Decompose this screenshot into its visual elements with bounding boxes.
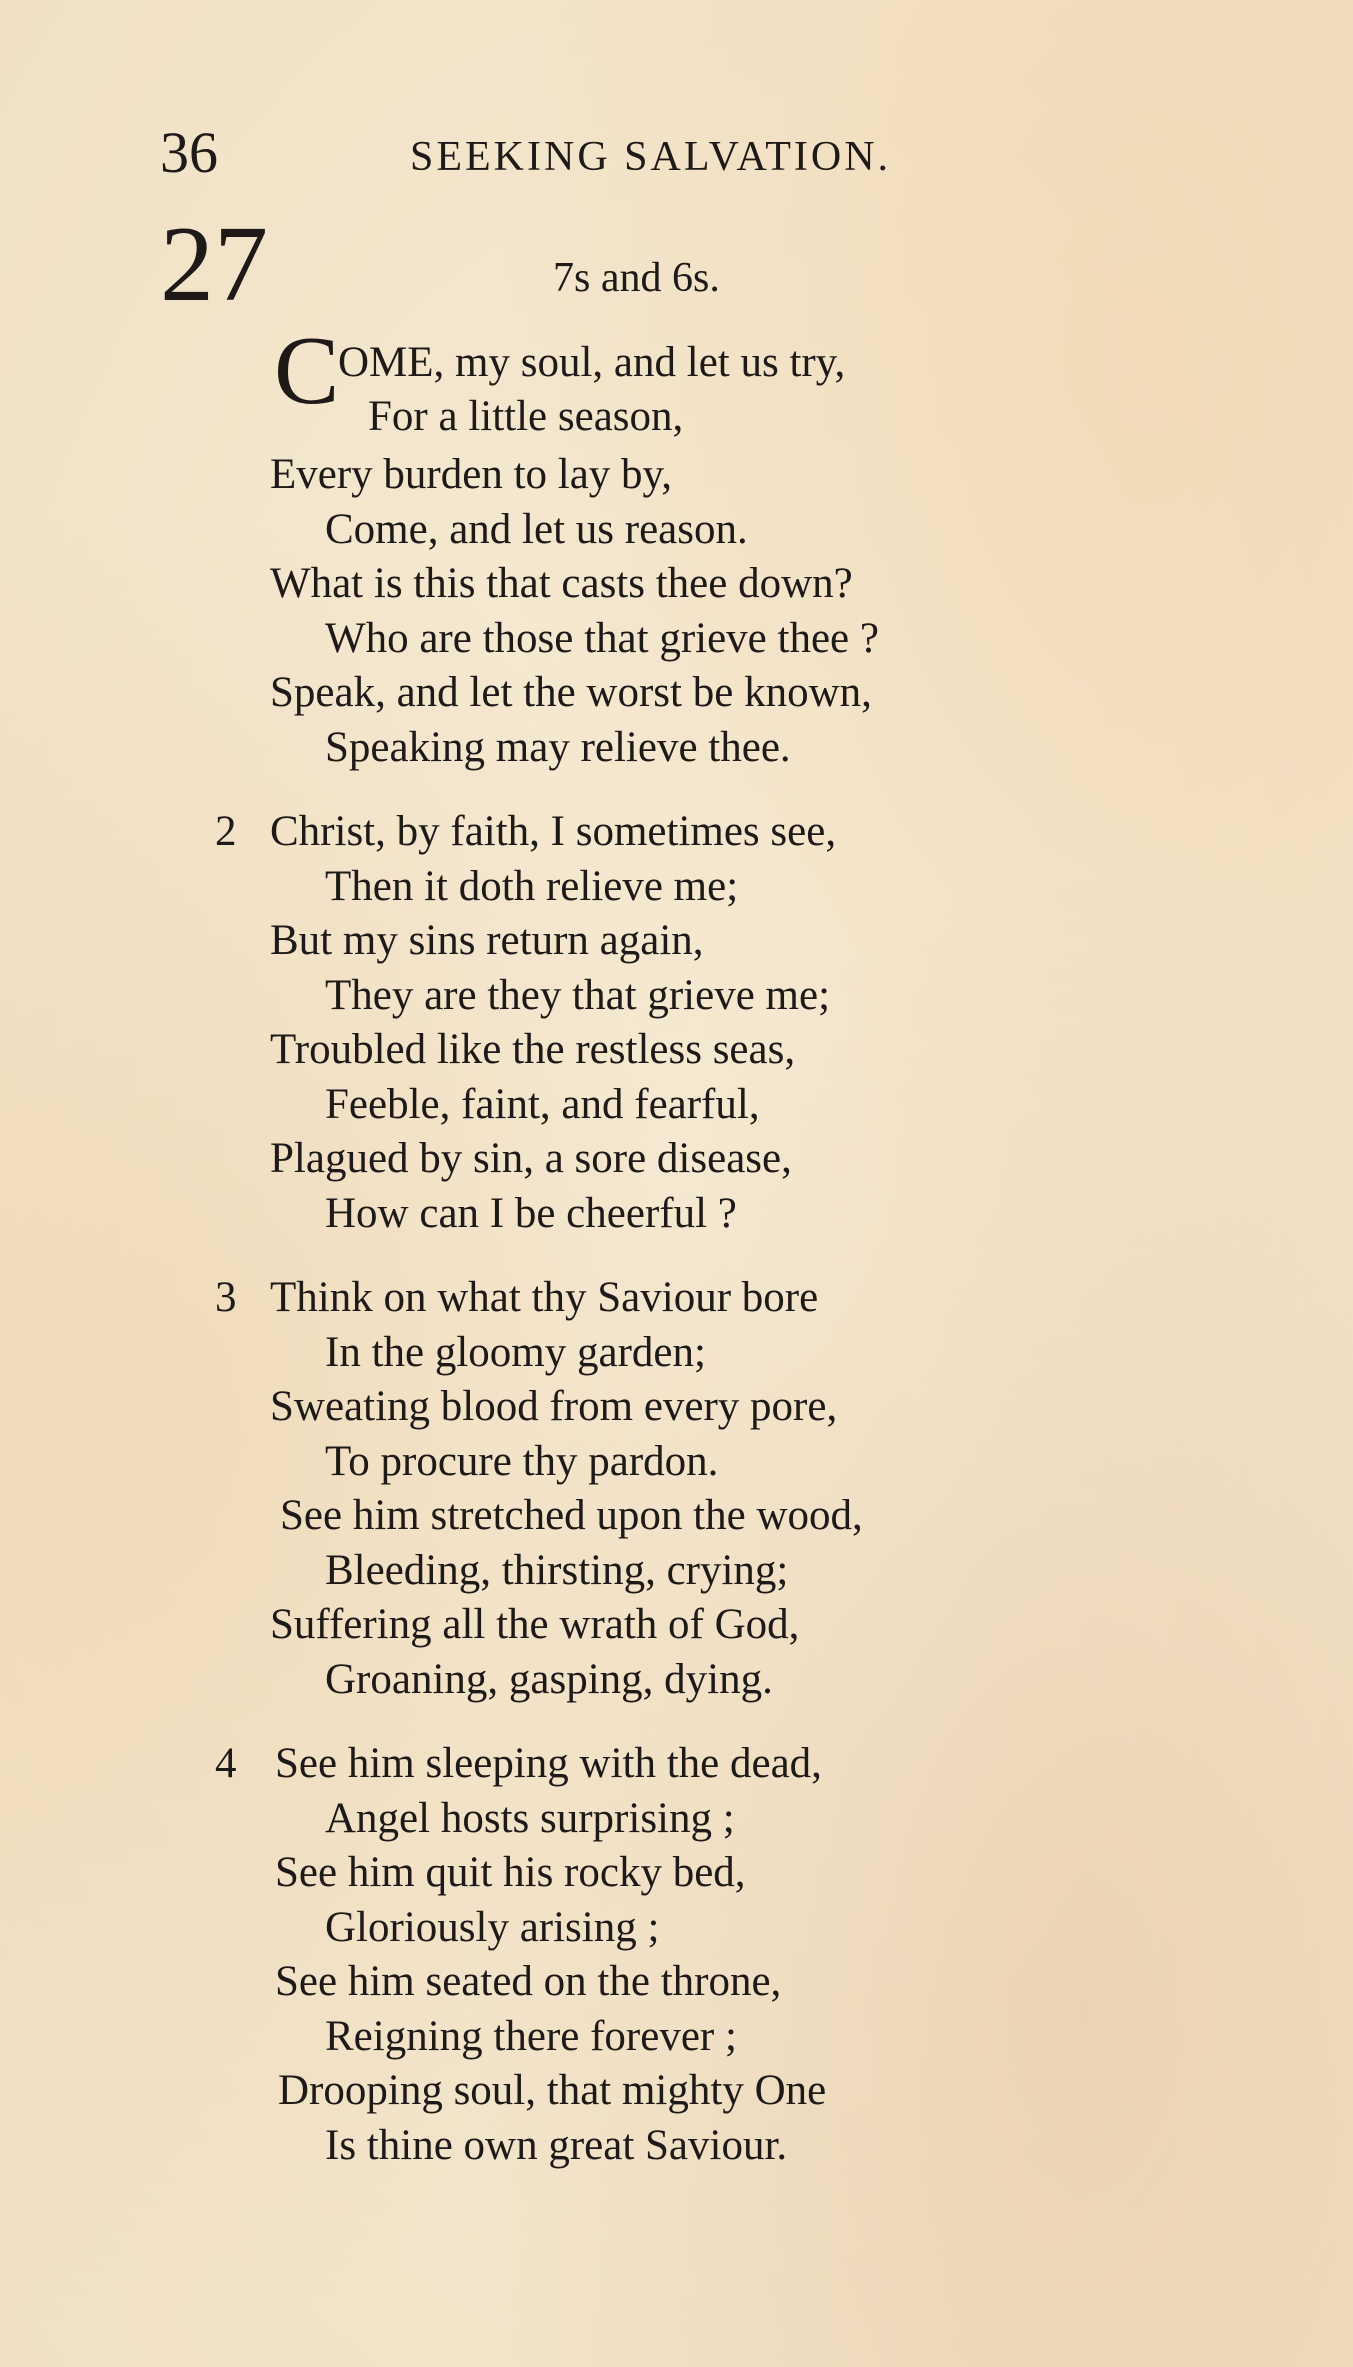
hymn-meter: 7s and 6s. <box>553 255 720 301</box>
stanza-1-line-1: OME, my soul, and let us try, <box>338 339 846 386</box>
stanza-4-line-5: See him seated on the throne, <box>275 1958 782 2005</box>
drop-cap: C <box>274 317 340 425</box>
stanza-2-line-1: Christ, by faith, I sometimes see, <box>270 808 837 855</box>
hymn-number: 27 <box>160 205 268 324</box>
stanza-2-line-4: They are they that grieve me; <box>325 972 831 1019</box>
stanza-3-line-3: Sweating blood from every pore, <box>270 1383 838 1430</box>
stanza-2-line-5: Troubled like the restless seas, <box>270 1026 796 1073</box>
stanza-1-line-5: What is this that casts thee down? <box>270 560 853 607</box>
stanza-1-line-7: Speak, and let the worst be known, <box>270 669 872 716</box>
running-title: SEEKING SALVATION. <box>410 134 892 180</box>
page-number: 36 <box>160 120 218 185</box>
stanza-2-line-2: Then it doth relieve me; <box>325 863 739 910</box>
stanza-2-number: 2 <box>215 808 237 855</box>
stanza-2-line-8: How can I be cheerful ? <box>325 1190 737 1237</box>
stanza-2-line-7: Plagued by sin, a sore disease, <box>270 1135 792 1182</box>
stanza-4-line-6: Reigning there forever ; <box>325 2013 737 2060</box>
stanza-1-line-4: Come, and let us reason. <box>325 506 748 553</box>
stanza-3-line-8: Groaning, gasping, dying. <box>325 1656 773 1703</box>
running-head <box>160 118 980 188</box>
stanza-3-line-6: Bleeding, thirsting, crying; <box>325 1547 789 1594</box>
stanza-4-line-4: Gloriously arising ; <box>325 1904 660 1951</box>
stanza-3-line-7: Suffering all the wrath of God, <box>270 1601 800 1648</box>
stanza-3-number: 3 <box>215 1274 237 1321</box>
stanza-4-number: 4 <box>215 1740 237 1787</box>
stanza-2-line-6: Feeble, faint, and fearful, <box>325 1081 760 1128</box>
stanza-4-line-3: See him quit his rocky bed, <box>275 1849 746 1896</box>
stanza-4-line-1: See him sleeping with the dead, <box>275 1740 822 1787</box>
stanza-3-line-1: Think on what thy Saviour bore <box>270 1274 819 1321</box>
stanza-1-line-8: Speaking may relieve thee. <box>325 724 791 771</box>
stanza-4-line-2: Angel hosts surprising ; <box>325 1795 735 1842</box>
stanza-1-line-2: For a little season, <box>368 393 684 440</box>
stanza-2-line-3: But my sins return again, <box>270 917 704 964</box>
stanza-3-line-5: See him stretched upon the wood, <box>280 1492 863 1539</box>
stanza-4-line-8: Is thine own great Saviour. <box>325 2122 788 2169</box>
stanza-3-line-2: In the gloomy garden; <box>325 1329 706 1376</box>
stanza-1-line-3: Every burden to lay by, <box>270 451 673 498</box>
stanza-1-line-6: Who are those that grieve thee ? <box>325 615 879 662</box>
stanza-4-line-7: Drooping soul, that mighty One <box>278 2067 827 2114</box>
stanza-3-line-4: To procure thy pardon. <box>325 1438 719 1485</box>
